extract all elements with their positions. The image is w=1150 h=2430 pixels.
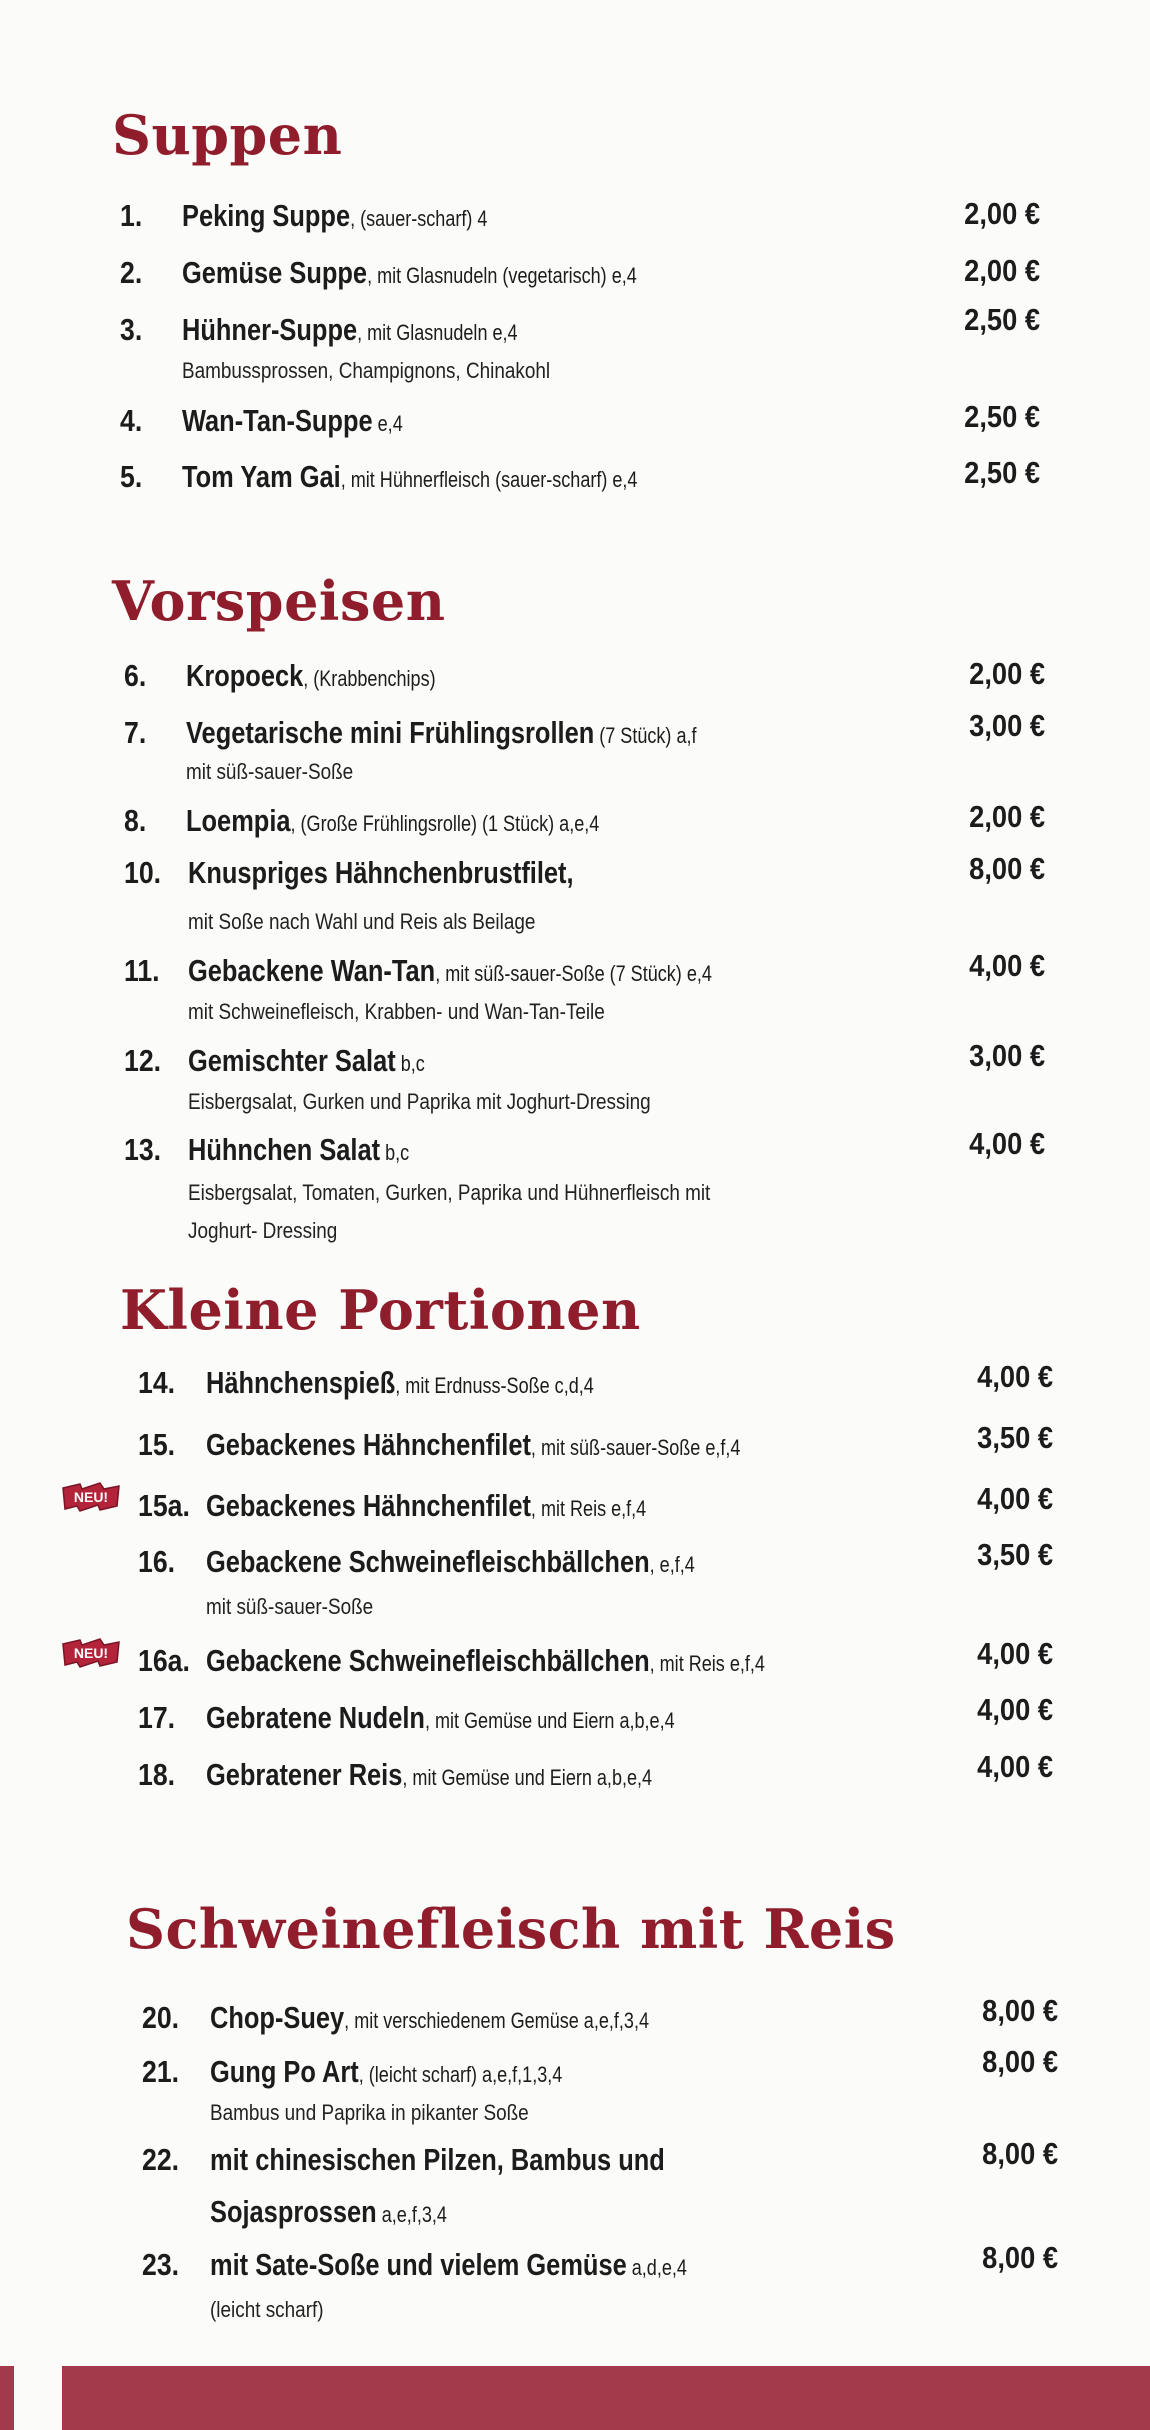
item-number: 18. bbox=[138, 1757, 176, 1792]
item-price: 4,00 € bbox=[977, 1481, 1053, 1516]
item-number: 7. bbox=[124, 715, 147, 750]
item-name: Kropoeck bbox=[186, 658, 304, 693]
item-number: 15a. bbox=[138, 1488, 190, 1523]
item-price: 4,00 € bbox=[977, 1692, 1053, 1727]
new-badge-icon bbox=[60, 1480, 122, 1514]
item-description: , mit Glasnudeln e,4 bbox=[357, 320, 518, 345]
item-name: Hähnchenspieß bbox=[206, 1365, 396, 1400]
section-heading-schweinefleisch: Schweinefleisch mit Reis bbox=[126, 1897, 896, 1961]
section-heading-vorspeisen: Vorspeisen bbox=[112, 569, 446, 633]
item-number: 15. bbox=[138, 1427, 176, 1462]
item-description: a,e,f,3,4 bbox=[376, 2202, 447, 2227]
item-description: , mit Erdnuss-Soße c,d,4 bbox=[395, 1373, 594, 1398]
new-badge-label: NEU! bbox=[73, 1645, 109, 1661]
item-description: , mit Gemüse und Eiern a,b,e,4 bbox=[424, 1708, 675, 1733]
item-name: Hühner-Suppe bbox=[182, 312, 358, 347]
item-price: 8,00 € bbox=[982, 2136, 1058, 2171]
footer-bar bbox=[62, 2366, 1150, 2430]
item-description: , mit süß-sauer-Soße (7 Stück) e,4 bbox=[435, 961, 712, 986]
item-price: 2,50 € bbox=[964, 399, 1040, 434]
item-description: e,4 bbox=[372, 411, 403, 436]
item-name: Gebackenes Hähnchenfilet bbox=[206, 1488, 531, 1523]
item-sub-description: mit süß-sauer-Soße bbox=[186, 759, 354, 784]
item-name: Gung Po Art bbox=[210, 2054, 359, 2089]
item-price: 4,00 € bbox=[977, 1636, 1053, 1671]
item-description: , mit Hühnerfleisch (sauer-scharf) e,4 bbox=[340, 467, 638, 492]
item-number: 21. bbox=[142, 2054, 180, 2089]
item-number: 2. bbox=[120, 255, 143, 290]
item-name: Tom Yam Gai bbox=[182, 459, 341, 494]
section-heading-kleine-portionen: Kleine Portionen bbox=[120, 1278, 641, 1342]
item-name: mit chinesischen Pilzen, Bambus und bbox=[210, 2142, 665, 2177]
item-name: Gebackenes Hähnchenfilet bbox=[206, 1427, 531, 1462]
item-number: 10. bbox=[124, 855, 162, 890]
item-description: (7 Stück) a,f bbox=[594, 723, 697, 748]
item-number: 17. bbox=[138, 1700, 176, 1735]
item-name: Gebackene Schweinefleischbällchen bbox=[206, 1544, 650, 1579]
item-name: Peking Suppe bbox=[182, 198, 351, 233]
item-name: Loempia bbox=[186, 803, 291, 838]
item-name: Gebackene Wan-Tan bbox=[188, 953, 436, 988]
item-price: 3,50 € bbox=[977, 1537, 1053, 1572]
item-name: Gebratene Nudeln bbox=[206, 1700, 425, 1735]
item-name: Knuspriges Hähnchenbrustfilet, bbox=[188, 855, 574, 890]
item-price: 3,50 € bbox=[977, 1420, 1053, 1455]
item-number: 3. bbox=[120, 312, 143, 347]
item-name: Gemüse Suppe bbox=[182, 255, 368, 290]
item-description: a,d,e,4 bbox=[626, 2255, 687, 2280]
item-price: 3,00 € bbox=[969, 1038, 1045, 1073]
item-sub-description: Bambussprossen, Champignons, Chinakohl bbox=[182, 358, 551, 383]
item-name: Wan-Tan-Suppe bbox=[182, 403, 373, 438]
item-number: 6. bbox=[124, 658, 147, 693]
item-number: 16a. bbox=[138, 1643, 190, 1678]
item-price: 3,00 € bbox=[969, 708, 1045, 743]
item-number: 5. bbox=[120, 459, 143, 494]
item-sub-description: mit Soße nach Wahl und Reis als Beilage bbox=[188, 909, 536, 934]
item-name: Gemischter Salat bbox=[188, 1043, 396, 1078]
item-number: 8. bbox=[124, 803, 147, 838]
item-sub-description: Eisbergsalat, Tomaten, Gurken, Paprika und Hühnerfleisch mit bbox=[188, 1180, 711, 1205]
item-price: 8,00 € bbox=[982, 2240, 1058, 2275]
item-price: 2,50 € bbox=[964, 455, 1040, 490]
item-name: Chop-Suey bbox=[210, 2000, 345, 2035]
item-number: 13. bbox=[124, 1132, 162, 1167]
item-description: , mit Reis e,f,4 bbox=[649, 1651, 765, 1676]
item-description: , (Krabbenchips) bbox=[303, 666, 436, 691]
item-number: 14. bbox=[138, 1365, 176, 1400]
footer-mark bbox=[0, 2366, 14, 2430]
item-price: 4,00 € bbox=[977, 1359, 1053, 1394]
item-name: Hühnchen Salat bbox=[188, 1132, 381, 1167]
item-sub-description: Bambus und Paprika in pikanter Soße bbox=[210, 2100, 529, 2125]
item-number: 11. bbox=[124, 953, 160, 988]
item-name-continued: Sojasprossen bbox=[210, 2194, 377, 2229]
item-name: mit Sate-Soße und vielem Gemüse bbox=[210, 2247, 627, 2282]
item-price: 8,00 € bbox=[982, 1993, 1058, 2028]
item-name: Gebackene Schweinefleischbällchen bbox=[206, 1643, 650, 1678]
item-description: b,c bbox=[380, 1140, 410, 1165]
section-heading-suppen: Suppen bbox=[112, 103, 343, 167]
item-price: 8,00 € bbox=[969, 851, 1045, 886]
item-sub-description: (leicht scharf) bbox=[210, 2297, 324, 2322]
item-number: 4. bbox=[120, 403, 143, 438]
item-description: , (sauer-scharf) 4 bbox=[350, 206, 488, 231]
item-price: 4,00 € bbox=[977, 1749, 1053, 1784]
item-description: , mit süß-sauer-Soße e,f,4 bbox=[530, 1435, 741, 1460]
item-description: , mit Gemüse und Eiern a,b,e,4 bbox=[402, 1765, 653, 1790]
item-description: b,c bbox=[395, 1051, 425, 1076]
item-number: 23. bbox=[142, 2247, 180, 2282]
item-number: 20. bbox=[142, 2000, 180, 2035]
item-name: Vegetarische mini Frühlingsrollen bbox=[186, 715, 595, 750]
item-description: , e,f,4 bbox=[649, 1552, 695, 1577]
item-sub-description: Joghurt- Dressing bbox=[188, 1218, 338, 1243]
new-badge-icon bbox=[60, 1636, 122, 1670]
item-description: , (Große Frühlingsrolle) (1 Stück) a,e,4 bbox=[290, 811, 600, 836]
item-number: 22. bbox=[142, 2142, 180, 2177]
item-description: , mit Reis e,f,4 bbox=[530, 1496, 647, 1521]
item-sub-description: mit Schweinefleisch, Krabben- und Wan-Tan-Teile bbox=[188, 999, 605, 1024]
item-price: 4,00 € bbox=[969, 948, 1045, 983]
item-sub-description: mit süß-sauer-Soße bbox=[206, 1594, 374, 1619]
item-description: , (leicht scharf) a,e,f,1,3,4 bbox=[358, 2062, 563, 2087]
item-price: 8,00 € bbox=[982, 2044, 1058, 2079]
item-price: 2,00 € bbox=[964, 253, 1040, 288]
item-price: 2,00 € bbox=[969, 656, 1045, 691]
item-number: 16. bbox=[138, 1544, 176, 1579]
item-price: 2,50 € bbox=[964, 302, 1040, 337]
item-price: 4,00 € bbox=[969, 1126, 1045, 1161]
item-sub-description: Eisbergsalat, Gurken und Paprika mit Joghurt-Dressing bbox=[188, 1089, 651, 1114]
item-price: 2,00 € bbox=[969, 799, 1045, 834]
item-number: 1. bbox=[120, 198, 143, 233]
item-description: , mit verschiedenem Gemüse a,e,f,3,4 bbox=[344, 2008, 649, 2033]
item-name: Gebratener Reis bbox=[206, 1757, 403, 1792]
item-description: , mit Glasnudeln (vegetarisch) e,4 bbox=[367, 263, 637, 288]
new-badge-label: NEU! bbox=[73, 1489, 109, 1505]
item-number: 12. bbox=[124, 1043, 162, 1078]
item-price: 2,00 € bbox=[964, 196, 1040, 231]
